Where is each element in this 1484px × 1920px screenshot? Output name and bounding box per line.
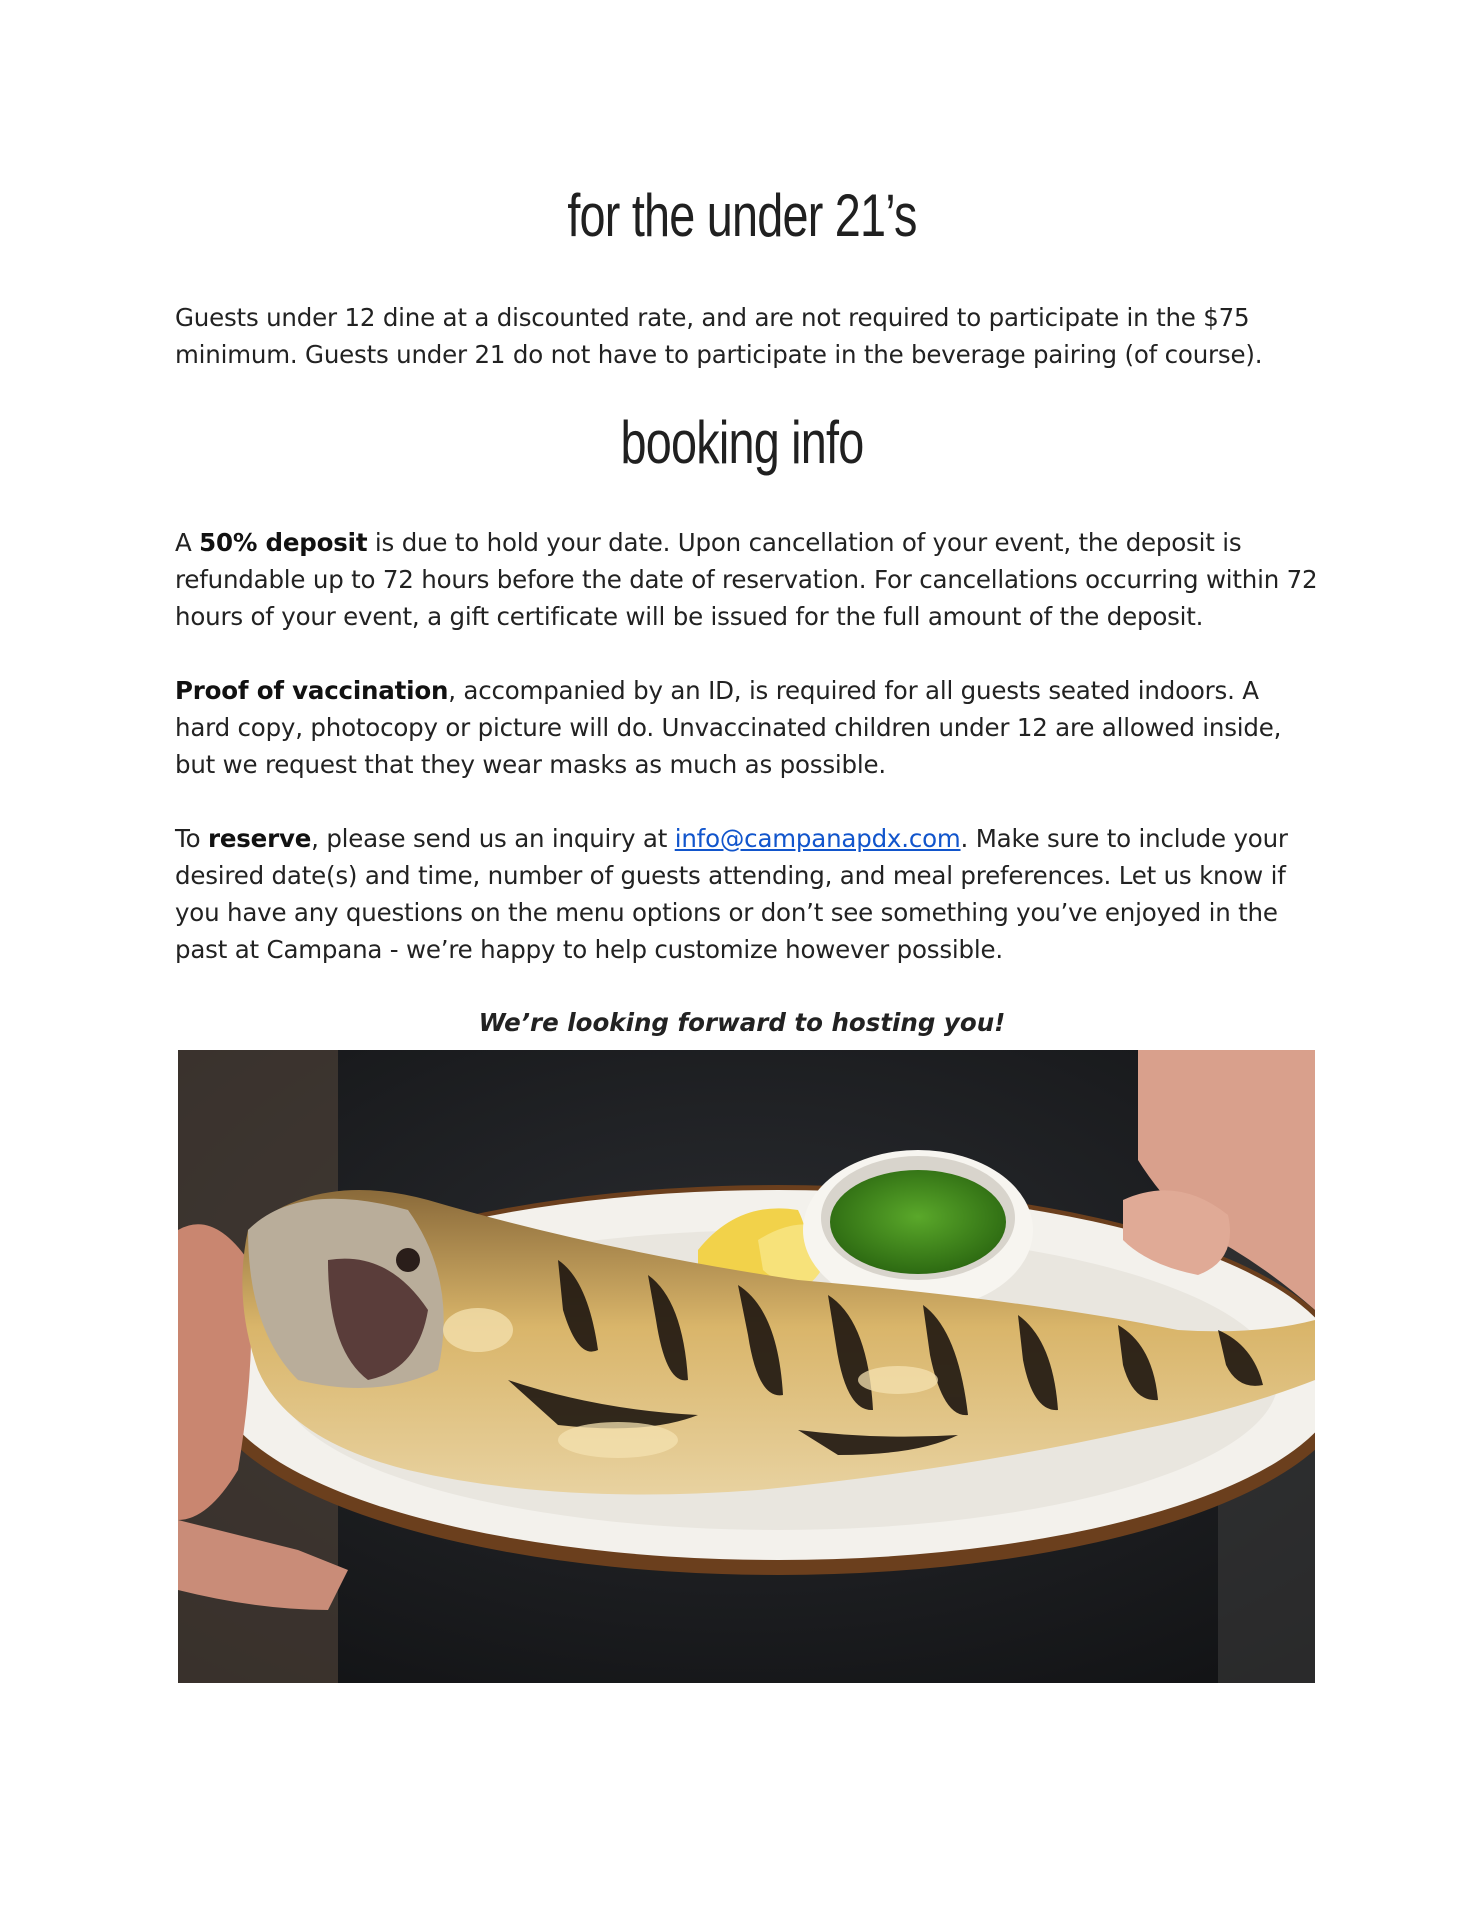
reserve-paragraph — [175, 820, 1320, 968]
deposit-bold: 50% deposit — [199, 528, 368, 557]
vaccination-bold: Proof of vaccination — [175, 676, 449, 705]
heading-booking-info: booking info — [620, 409, 864, 476]
reserve-prefix: To — [175, 824, 208, 853]
photo-illustration — [178, 1050, 1315, 1683]
vaccination-paragraph — [175, 672, 1320, 783]
reserve-bold: reserve — [207, 824, 312, 853]
deposit-prefix: A — [175, 528, 200, 557]
reserve-text: . Make sure to include your desired date(s) and time, number of guests attending, and meal preferences. Let us know if you have any questions on the menu options or don’t see something you’ve enjoyed in the past at Campana - we’re happy to help customize however possible. — [175, 824, 1288, 964]
closing-line: We’re looking forward to hosting you! — [478, 1008, 1006, 1037]
email-link[interactable]: info@campanapdx.com — [674, 824, 961, 853]
grilled-fish-photo — [178, 1050, 1315, 1683]
deposit-paragraph — [175, 524, 1320, 635]
heading-under-21: for the under 21’s — [567, 182, 917, 249]
vaccination-text: , accompanied by an ID, is required for all guests seated indoors. A hard copy, photocopy or picture will do. Unvaccinated children under 12 are allowed inside, but we request that they wear masks as much as possible. — [175, 676, 1282, 779]
under-21-paragraph: Guests under 12 dine at a discounted rate, and are not required to participate in the $75 minimum. Guests under 21 do not have to participate in the beverage pairing (of course). — [175, 303, 1263, 369]
deposit-text: is due to hold your date. Upon cancellation of your event, the deposit is refundable up to 72 hours before the date of reservation. For cancellations occurring within 72 hours of your event, a gift certificate will be issued for the full amount of the deposit. — [175, 528, 1318, 631]
reserve-middle: , please send us an inquiry at — [311, 824, 675, 853]
